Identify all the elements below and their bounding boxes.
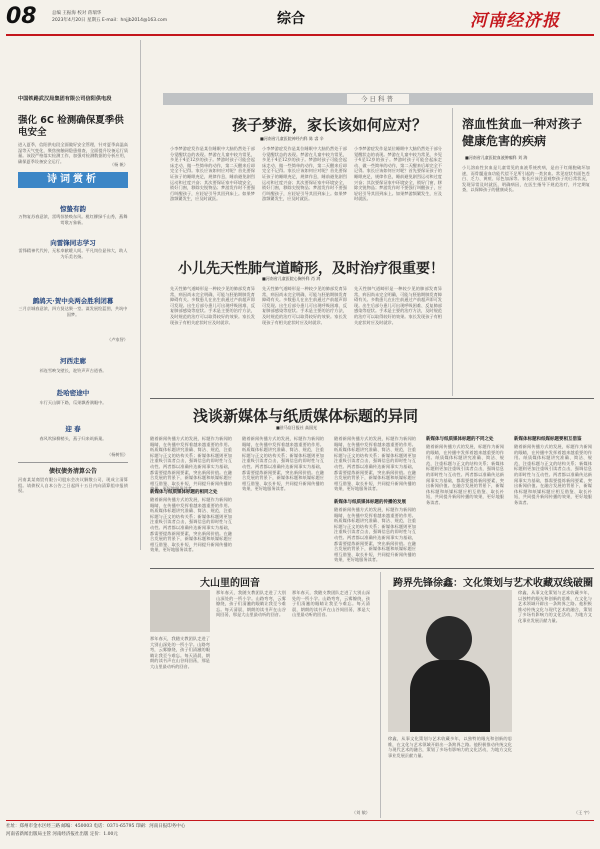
poem-title: 河西走廊 bbox=[60, 357, 86, 365]
column-divider bbox=[140, 40, 141, 550]
portrait-photo bbox=[388, 590, 512, 732]
poem-text: 春风吹绿柳梢头，燕子归来筑新巢。 bbox=[39, 436, 107, 441]
article-body: 徐鑫，从事文化策划与艺术收藏多年，以独特的眼光和创新的思维，在文化与艺术领域开辟出一条跨界之路。他积极推动传统文化与现代艺术的融合，策划了多场有影响力的文化活动，为地方文化事业发展贡献力量。 bbox=[388, 736, 512, 758]
poem-text: 祁连雪映戈壁长，驼铃声声古道香。 bbox=[39, 368, 107, 373]
article-byline: ■河南省儿童医院血液肿瘤科 刘 海 bbox=[465, 155, 528, 160]
article-body-col: 那年春天，我随支教团队走进了大别山深处的一所小学。山路弯弯，云雾缭绕，孩子们清澈的眼睛让我至今难忘。每天清晨，朗朗的读书声在山谷间回荡，那是大山里最动听的回音。 bbox=[292, 590, 370, 618]
header-meta-editors: 总编 王振海 校对 蒋瑞华 bbox=[52, 11, 102, 16]
article-byline: ■河南省儿童医院心胸外科 肖 鸿 bbox=[262, 276, 321, 281]
poem-text: 三月京城春意浓，四方贤达聚一堂。谋发展绘蓝图，共筑中国梦。 bbox=[18, 306, 128, 317]
article-title-mountain: 大山里的回音 bbox=[200, 578, 260, 589]
portrait-head bbox=[426, 616, 472, 662]
article-subhead: 新媒体与纸质媒体标题的相同之处 bbox=[150, 490, 218, 495]
poem-text: 车行天山脚下路，瓜果飘香满眼中。 bbox=[39, 400, 107, 405]
newspaper-logo: 河南经济报 bbox=[470, 11, 560, 31]
header-rule bbox=[6, 34, 594, 36]
article-subhead: 新媒体与纸质媒体标题的传播的发展 bbox=[334, 500, 406, 505]
divider bbox=[18, 462, 128, 463]
article-author: （刘 敏） bbox=[351, 810, 370, 815]
poem-title: 迎 春 bbox=[65, 425, 81, 433]
left-news-title: 强化 6C 检测确保夏季供电安全 bbox=[18, 115, 124, 138]
article-body-col: 那年春天，我随支教团队走进了大别山深处的一所小学。山路弯弯，云雾缭绕，孩子们清澈的眼睛让我至今难忘。每天清晨，朗朗的读书声在山谷间回荡，那是大山里最动听的回音。 bbox=[216, 590, 286, 618]
science-banner-label: 今日科普 bbox=[347, 94, 409, 104]
article-body-col: 随着新闻传播方式的发展，标题作为新闻的眼睛，在传播中发挥着越来越重要的作用。纸质媒体标题讲究准确、简洁、规范，注重标题与正文的结构关系；新媒体标题则更加注重吸引读者点击，强调信息的即时性与互动性。两者都以准确传达新闻事实为基础，都需要提炼新闻要素，突出新闻价值。在融合发展的背景下，新媒体标题和纸媒标题应相互借鉴、取长补短，共同提升新闻传播的效果，更好地服务读者。 bbox=[150, 497, 232, 553]
header-meta-date: 2023年4月20日 星期五 E-mail：hnjjb2014@163.com bbox=[52, 18, 168, 23]
left-news-body: 进入夏季，信阳供电段全面做好安全管理，针对夏季高温高湿等天气变化，聚焦接触网隐患排查，全面提升设备运行质量。该段严格落实检测工作，加强对检测数据的分析应用，确保夏季设备安全运行。 bbox=[18, 142, 128, 164]
poem-author: （卢家智） bbox=[107, 337, 128, 342]
article-byline: ■驻马店日报社 高国光 bbox=[276, 425, 318, 430]
poem-title: 向雷锋同志学习 bbox=[50, 239, 96, 247]
poem-text: 万物复苏春意浓，雷鸣惊蛰唤东风。桃红柳绿千山秀，燕舞莺歌万象新。 bbox=[18, 214, 128, 225]
article-body-col: 随着新闻传播方式的发展，标题作为新闻的眼睛，在传播中发挥着越来越重要的作用。纸质媒体标题讲究准确、简洁、规范，注重标题与正文的结构关系；新媒体标题则更加注重吸引读者点击，强调信息的即时性与互动性。两者都以准确传达新闻事实为基础，都需要提炼新闻要素，突出新闻价值。在融合发展的背景下，新媒体标题和纸媒标题应相互借鉴、取长补短，共同提升新闻传播的效果，更好地服务读者。 bbox=[334, 436, 416, 492]
article-body-col: 小李梦游症发作是某位睡眠中大脑仍然处于部分觉醒状态的表现。梦游在儿童中较为常见，多见于4至12岁的孩子。梦游时孩子可能会起床走动、做一些简单的动作，第二天醒来后却完全不记得。家长应该如何应对呢？首先要保证孩子的睡眠充足，规律作息，睡前避免剧烈运动和过度兴奋；其次要保证家中环境安全，锁好门窗，移除尖锐物品；梦游发作时不要强行叫醒孩子，应轻轻引导其回到床上。如果梦游频繁发生，应及时就医。 bbox=[170, 146, 255, 202]
article-body-col: 先天性肺气道畸形是一种较少见的肺部发育异常，病因尚未完全明确，可能与胚胎期肺发育障碍有关。多数患儿在出生前通过产前超声即可发现。出生后部分患儿可出现呼吸困难、反复肺部感染等症状。手术是主要的治疗方法，及时规范的治疗可以取得较好的效果。家长发现孩子有相关症状时应及时就诊。 bbox=[262, 286, 347, 325]
footer bbox=[6, 823, 594, 839]
left-news-pre-title: 中国铁路武汉局集团有限公司信阳供电段 bbox=[18, 96, 112, 102]
article-author: （王 宇） bbox=[573, 810, 592, 815]
poem-banner: 诗词赏析 bbox=[18, 172, 128, 188]
section-title: 综合 bbox=[277, 11, 305, 27]
article-subhead: 新媒体标题和纸媒标题要相互借鉴 bbox=[514, 437, 582, 442]
column-divider bbox=[380, 572, 381, 818]
article-title-lung: 小儿先天性肺气道畸形，及时治疗很重要！ bbox=[178, 261, 444, 277]
article-body-col: 小李梦游症发作是某位睡眠中大脑仍然处于部分觉醒状态的表现。梦游在儿童中较为常见，多见于4至12岁的孩子。梦游时孩子可能会起床走动、做一些简单的动作，第二天醒来后却完全不记得。家长应该如何应对呢？首先要保证孩子的睡眠充足，规律作息，睡前避免剧烈运动和过度兴奋；其次要保证家中环境安全，锁好门窗，移除尖锐物品；梦游发作时不要强行叫醒孩子，应轻轻引导其回到床上。如果梦游频繁发生，应及时就医。 bbox=[262, 146, 347, 202]
left-news-author: （杨 帆） bbox=[109, 162, 128, 167]
poem-title: 鹧鸪天·贺中央两会胜利闭幕 bbox=[32, 297, 114, 305]
article-body-col: 徐鑫，从事文化策划与艺术收藏多年，以独特的眼光和创新的思维，在文化与艺术领域开辟出一条跨界之路。他积极推动传统文化与现代艺术的融合，策划了多场有影响力的文化活动，为地方文化事业发展贡献力量。 bbox=[518, 590, 592, 623]
footer-line: 社址：郑州市金水区经三路 邮编：450003 电话：0371-65795 印刷：河南日报印务中心 bbox=[6, 824, 186, 829]
footer-rule bbox=[6, 820, 594, 821]
article-body-col: 随着新闻传播方式的发展，标题作为新闻的眼睛，在传播中发挥着越来越重要的作用。纸质媒体标题讲究准确、简洁、规范，注重标题与正文的结构关系；新媒体标题则更加注重吸引读者点击，强调信息的即时性与互动性。两者都以准确传达新闻事实为基础，都需要提炼新闻要素，突出新闻价值。在融合发展的背景下，新媒体标题和纸媒标题应相互借鉴、取长补短，共同提升新闻传播的效果，更好地服务读者。 bbox=[426, 444, 504, 505]
article-body-col: 随着新闻传播方式的发展，标题作为新闻的眼睛，在传播中发挥着越来越重要的作用。纸质媒体标题讲究准确、简洁、规范，注重标题与正文的结构关系；新媒体标题则更加注重吸引读者点击，强调信息的即时性与互动性。两者都以准确传达新闻事实为基础，都需要提炼新闻要素，突出新闻价值。在融合发展的背景下，新媒体标题和纸媒标题应相互借鉴、取长补短，共同提升新闻传播的效果，更好地服务读者。 bbox=[334, 507, 416, 563]
divider bbox=[150, 568, 594, 569]
article-body-col: 那年春天，我随支教团队走进了大别山深处的一所小学。山路弯弯，云雾缭绕，孩子们清澈的眼睛让我至今难忘。每天清晨，朗朗的读书声在山谷间回荡，那是大山里最动听的回音。 bbox=[150, 636, 210, 669]
poem-title: 惊蛰有韵 bbox=[60, 205, 86, 213]
article-body-col: 小李梦游症发作是某位睡眠中大脑仍然处于部分觉醒状态的表现。梦游在儿童中较为常见，多见于4至12岁的孩子。梦游时孩子可能会起床走动、做一些简单的动作，第二天醒来后却完全不记得。家长应该如何应对呢？首先要保证孩子的睡眠充足，规律作息，睡前避免剧烈运动和过度兴奋；其次要保证家中环境安全，锁好门窗，移除尖锐物品；梦游发作时不要强行叫醒孩子，应轻轻引导其回到床上。如果梦游频繁发生，应及时就医。 bbox=[354, 146, 442, 202]
article-body-col: 先天性肺气道畸形是一种较少见的肺部发育异常，病因尚未完全明确，可能与胚胎期肺发育障碍有关。多数患儿在出生前通过产前超声即可发现。出生后部分患儿可出现呼吸困难、反复肺部感染等症状。手术是主要的治疗方法，及时规范的治疗可以取得较好的效果。家长发现孩子有相关症状时应及时就诊。 bbox=[354, 286, 442, 325]
column-divider bbox=[452, 108, 453, 396]
article-photo bbox=[150, 590, 210, 632]
notice-title: 债权债务清算公告 bbox=[48, 468, 97, 475]
notice-body: 河南某某商贸有限公司股东会决议解散公司，现成立清算组。请债权人自本公告之日起四十五日内向清算组申报债权。 bbox=[18, 477, 128, 494]
footer-line: 河南省新闻出版局主管 河南经济报社出版 定价：1.00元 bbox=[6, 832, 118, 837]
article-body-col: 随着新闻传播方式的发展，标题作为新闻的眼睛，在传播中发挥着越来越重要的作用。纸质媒体标题讲究准确、简洁、规范，注重标题与正文的结构关系；新媒体标题则更加注重吸引读者点击，强调信息的即时性与互动性。两者都以准确传达新闻事实为基础，都需要提炼新闻要素，突出新闻价值。在融合发展的背景下，新媒体标题和纸媒标题应相互借鉴、取长补短，共同提升新闻传播的效果，更好地服务读者。 bbox=[150, 436, 232, 492]
page-number: 08 bbox=[6, 4, 37, 29]
article-title-anemia: 溶血性贫血一种对孩子健康危害的疾病 bbox=[462, 117, 583, 148]
poem-text: 雷锋精神代代传，无私奉献暖人间。平凡岗位显伟大，助人为乐美名扬。 bbox=[18, 248, 128, 259]
article-body: 小儿溶血性贫血是儿童常见的血液系统疾病，是由于红细胞破坏加速，而骨髓造血功能代偿不足所引起的一类贫血。常见症状有面色苍白、乏力、黄疸、尿色加深等。家长应该注意观察孩子的日常状况，发现异常及时就医，明确病因，在医生指导下规范治疗，并定期复查，以保障孩子的健康成长。 bbox=[462, 165, 590, 193]
article-title-media: 浅谈新媒体与纸质媒体标题的异同 bbox=[193, 407, 419, 425]
divider bbox=[150, 398, 594, 399]
article-subhead: 新媒体与纸质媒体标题的不同之处 bbox=[426, 437, 494, 442]
article-title-crossover: 跨界先锋徐鑫：文化策划与艺术收藏双线破圈 bbox=[393, 578, 593, 589]
poem-title: 赴哈密途中 bbox=[56, 389, 90, 397]
poem-author: （杨树恒） bbox=[107, 452, 128, 457]
article-title-sleepwalking: 孩子梦游，家长该如何应对？ bbox=[232, 116, 428, 134]
portrait-body bbox=[410, 660, 490, 732]
article-byline: ■河南省儿童医院神经内科 陈 睿 辛 bbox=[260, 136, 324, 141]
article-body-col: 先天性肺气道畸形是一种较少见的肺部发育异常，病因尚未完全明确，可能与胚胎期肺发育障碍有关。多数患儿在出生前通过产前超声即可发现。出生后部分患儿可出现呼吸困难、反复肺部感染等症状。手术是主要的治疗方法，及时规范的治疗可以取得较好的效果。家长发现孩子有相关症状时应及时就诊。 bbox=[170, 286, 255, 325]
article-body-col: 随着新闻传播方式的发展，标题作为新闻的眼睛，在传播中发挥着越来越重要的作用。纸质媒体标题讲究准确、简洁、规范，注重标题与正文的结构关系；新媒体标题则更加注重吸引读者点击，强调信息的即时性与互动性。两者都以准确传达新闻事实为基础，都需要提炼新闻要素，突出新闻价值。在融合发展的背景下，新媒体标题和纸媒标题应相互借鉴、取长补短，共同提升新闻传播的效果，更好地服务读者。 bbox=[514, 444, 592, 505]
article-body-col: 随着新闻传播方式的发展，标题作为新闻的眼睛，在传播中发挥着越来越重要的作用。纸质媒体标题讲究准确、简洁、规范，注重标题与正文的结构关系；新媒体标题则更加注重吸引读者点击，强调信息的即时性与互动性。两者都以准确传达新闻事实为基础，都需要提炼新闻要素，突出新闻价值。在融合发展的背景下，新媒体标题和纸媒标题应相互借鉴、取长补短，共同提升新闻传播的效果，更好地服务读者。 bbox=[242, 436, 324, 492]
